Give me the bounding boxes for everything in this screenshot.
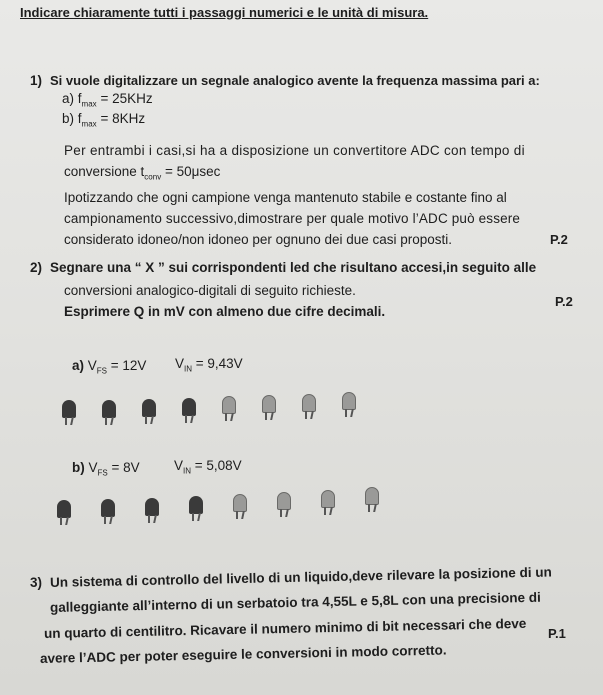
q2-a-vin-val: = 9,43V: [192, 356, 243, 371]
q2-a-vin-var: V: [175, 356, 185, 371]
q2-a-vfs-var: V: [87, 358, 97, 373]
led-icon: [260, 395, 278, 421]
led-leg2: [310, 411, 314, 419]
q2-b-vfs-val: = 8V: [107, 460, 140, 475]
q1-number: 1): [30, 73, 43, 88]
led-leg1: [148, 515, 150, 523]
q3-number: 3): [30, 575, 43, 590]
led-icon: [60, 400, 78, 426]
led-leg2: [153, 515, 157, 523]
q1-line2-sub: conv: [144, 172, 162, 182]
q1-line2-pre: conversione t: [64, 164, 145, 179]
led-dome: [101, 499, 115, 517]
q1-b-var: f: [77, 111, 82, 126]
led-icon: [231, 494, 249, 520]
led-leg2: [109, 516, 113, 524]
led-icon: [99, 499, 117, 525]
q2-part-a: [72, 358, 146, 376]
led-dome: [302, 394, 316, 412]
led-dome: [182, 398, 196, 416]
q1-option-b: [62, 111, 145, 129]
q1-a-label: a): [62, 91, 75, 106]
led-leg2: [230, 413, 234, 421]
q1-line2: [64, 164, 220, 182]
led-icon: [340, 392, 358, 418]
led-dome: [62, 400, 76, 418]
led-icon: [300, 394, 318, 420]
led-dome: [145, 498, 159, 516]
q1-line1: Per entrambi i casi,si ha a disposizione un convertitore ADC con tempo di: [64, 143, 525, 158]
q1-line5: considerato idoneo/non idoneo per ognuno dei due casi proposti.: [64, 232, 453, 247]
q1-b-sub: max: [81, 119, 97, 129]
led-leg1: [192, 513, 194, 521]
q1-text: Si vuole digitalizzare un segnale analogico avente la frequenza massima pari a:: [50, 73, 540, 88]
q1-line3: Ipotizzando che ogni campione venga mantenuto stabile e costante fino al: [64, 190, 507, 205]
led-icon: [220, 396, 238, 422]
q2-a-label: a): [72, 358, 85, 373]
led-leg2: [329, 507, 333, 515]
led-icon: [140, 399, 158, 425]
led-dome: [102, 400, 116, 418]
led-dome: [189, 496, 203, 514]
led-icon: [363, 487, 381, 513]
led-leg1: [65, 417, 67, 425]
q2-points: P.2: [555, 294, 573, 309]
q1-line4: campionamento successivo,dimostrare per quale motivo l’ADC può essere: [64, 211, 521, 226]
q3-line3: un quarto di centilitro. Ricavare il numero minimo di bit necessari che deve: [43, 615, 527, 641]
q1-line2-post: = 50μsec: [161, 164, 221, 179]
led-icon: [187, 496, 205, 522]
led-icon: [143, 498, 161, 524]
led-leg2: [190, 415, 194, 423]
led-dome: [365, 487, 379, 505]
led-leg1: [105, 417, 107, 425]
q3-line2: galleggiante all’interno di un serbatoio tra 4,55L e 5,8L con una precisione di: [49, 589, 541, 615]
led-leg1: [368, 504, 370, 512]
q1-a-value: = 25KHz: [100, 91, 153, 106]
led-leg2: [150, 416, 154, 424]
led-icon: [180, 398, 198, 424]
led-dome: [262, 395, 276, 413]
q2-b-vfs-var: V: [88, 460, 98, 475]
q1-points: P.2: [550, 232, 568, 247]
led-dome: [57, 500, 71, 518]
q1-b-value: = 8KHz: [100, 111, 146, 126]
instructions-header: Indicare chiaramente tutti i passaggi numerici e le unità di misura.: [20, 5, 429, 20]
led-leg2: [285, 509, 289, 517]
q2-a-vfs-val: = 12V: [107, 358, 147, 373]
led-leg1: [324, 507, 326, 515]
led-row-b: [55, 484, 455, 516]
led-leg2: [241, 511, 245, 519]
q2-part-b: [72, 460, 140, 478]
q1-a-var: f: [77, 91, 82, 106]
led-dome: [321, 490, 335, 508]
led-leg1: [280, 509, 282, 517]
led-icon: [100, 400, 118, 426]
q2-b-vin-sub: IN: [183, 466, 192, 476]
led-leg1: [104, 516, 106, 524]
led-leg1: [225, 413, 227, 421]
led-leg1: [185, 415, 187, 423]
q2-a-vin: [175, 356, 243, 374]
led-leg2: [110, 417, 114, 425]
led-icon: [275, 492, 293, 518]
q2-line1: Segnare una “ X ” sui corrispondenti led che risultano accesi,in seguito alle: [50, 260, 537, 275]
led-dome: [342, 392, 356, 410]
q2-line3: Esprimere Q in mV con almeno due cifre decimali.: [64, 304, 386, 319]
led-dome: [233, 494, 247, 512]
led-dome: [277, 492, 291, 510]
q2-b-vin-var: V: [174, 458, 184, 473]
led-dome: [222, 396, 236, 414]
q2-line2: conversioni analogico-digitali di seguito richieste.: [64, 283, 356, 298]
led-row-a: [60, 392, 380, 424]
q3-points: P.1: [548, 626, 566, 641]
led-leg1: [60, 517, 62, 525]
led-dome: [142, 399, 156, 417]
q3-line4: avere l’ADC per poter eseguire le conversioni in modo corretto.: [39, 642, 447, 666]
q2-b-vfs-sub: FS: [97, 468, 108, 478]
led-icon: [55, 500, 73, 526]
q2-a-vfs-sub: FS: [96, 366, 108, 376]
led-leg2: [350, 409, 354, 417]
q2-number: 2): [30, 260, 43, 275]
led-icon: [319, 490, 337, 516]
led-leg1: [236, 511, 238, 519]
q1-a-sub: max: [81, 99, 97, 109]
q3-line1: Un sistema di controllo del livello di un liquido,deve rilevare la posizione di un: [49, 564, 552, 590]
q2-b-label: b): [72, 460, 85, 475]
led-leg2: [65, 517, 69, 525]
led-leg2: [373, 504, 377, 512]
led-leg1: [305, 411, 307, 419]
q1-option-a: [62, 91, 153, 109]
q2-b-vin-val: = 5,08V: [191, 458, 242, 473]
led-leg2: [270, 412, 274, 420]
led-leg2: [197, 513, 201, 521]
led-leg1: [265, 412, 267, 420]
q2-a-vin-sub: IN: [184, 364, 193, 374]
led-leg1: [345, 409, 347, 417]
q2-b-vin: [174, 458, 242, 476]
led-leg2: [70, 417, 74, 425]
q1-b-label: b): [62, 111, 75, 126]
led-leg1: [145, 416, 147, 424]
